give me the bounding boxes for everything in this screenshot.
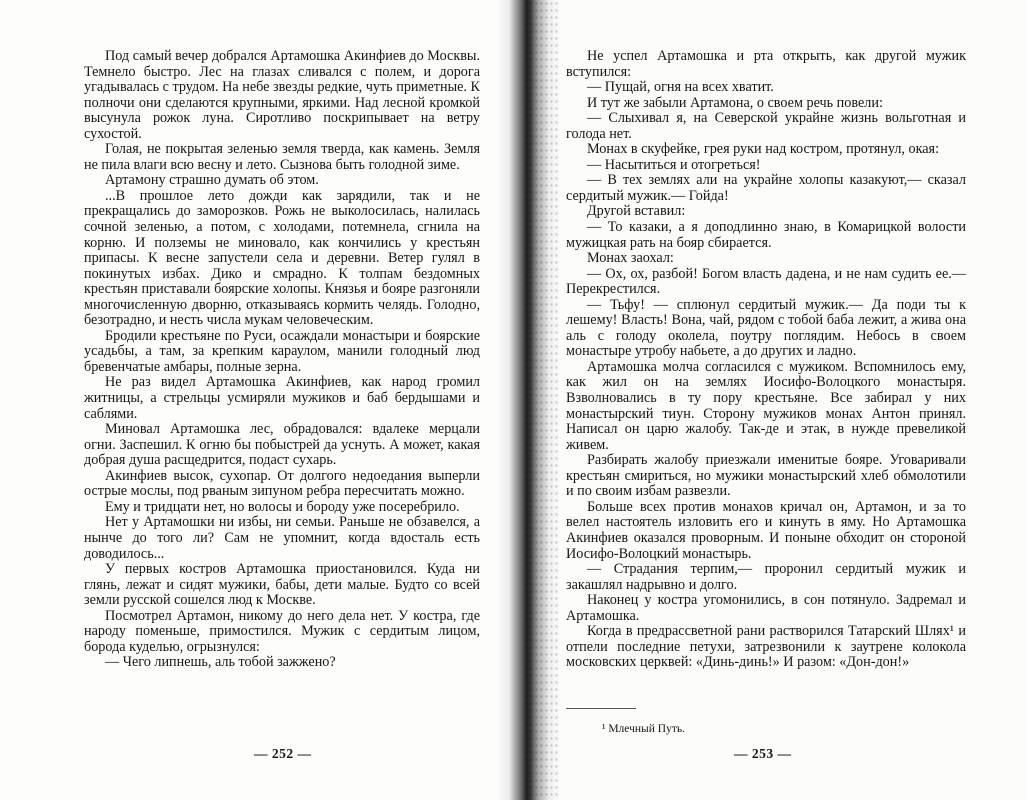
paragraph: Наконец у костра угомонились, в сон потянуло. Задремал и Артамошка.	[566, 592, 966, 624]
paragraph: И тут же забыли Артамона, о своем речь повели:	[587, 94, 883, 111]
paragraph: Голая, не покрытая зеленью земля тверда, как камень. Земля не пила влаги всю весну и лето. Сызнова быть голодной зиме.	[84, 141, 480, 173]
paragraph: Монах в скуфейке, грея руки над костром, протянул, окая:	[587, 141, 940, 158]
paragraph: Разбирать жалобу приезжали именитые бояре. Уговаривали крестьян смириться, но мужики монастырский хлеб обмолотили и по своим избам развезли.	[566, 452, 966, 500]
paragraph: Нет у Артамошки ни избы, ни семьи. Раньше не обзавелся, а нынче до того ли? Сам не упомнит, когда вдосталь есть доводилось...	[84, 514, 480, 562]
right-page	[516, 0, 1027, 800]
paragraph: Монах заохал:	[587, 250, 674, 267]
paragraph: — Чего липнешь, аль тобой зажжено?	[105, 654, 336, 671]
page-number-right: — 253 —	[734, 746, 792, 761]
paragraph: — Насытиться и отогреться!	[587, 156, 761, 173]
footnote: ¹ Млечный Путь.	[602, 723, 685, 735]
paragraph: У первых костров Артамошка приостановился. Куда ни глянь, лежат и сидят мужики, бабы, дети малые. Будто со всей земли русской сошелся люд к Москве.	[84, 561, 480, 609]
footnote-rule	[566, 708, 636, 709]
paragraph: Ему и тридцати нет, но волосы и бороду уже посеребрило.	[105, 498, 460, 515]
paragraph: Больше всех против монахов кричал он, Артамон, и за то велел настоятель изловить его и кинуть в яму. Но Артамошка Акинфиев оказался проворным. И поныне обходит он стороной Иосифо-Волоцкий монастырь.	[566, 498, 966, 562]
paragraph: — Тьфу! — сплюнул сердитый мужик.— Да поди ты к лешему! Власть! Вона, чай, рядом с тобой баба лежит, а жива она аль с голоду околела, поутру поглядим. Небось в своем монастыре утробу набьете, а до других и ладно.	[566, 296, 966, 360]
paragraph: — То казаки, а я доподлинно знаю, в Комарицкой волости мужицкая рать на бояр сбирается.	[566, 219, 966, 251]
paragraph: Посмотрел Артамон, никому до него дела нет. У костра, где народу поменьше, примостился. Мужик с сердитым лицом, борода куделью, огрызнулся:	[84, 607, 480, 655]
scan-noise	[524, 0, 560, 800]
right-page-text	[566, 49, 966, 671]
paragraph: — Ох, ох, разбой! Богом власть дадена, и не нам судить ее.— Перекрестился.	[566, 265, 966, 298]
paragraph: — Страдания терпим,— проронил сердитый мужик и закашлял надрывно и долго.	[566, 561, 966, 593]
page-number-left: — 252 —	[254, 746, 312, 761]
paragraph: ...В прошлое лето дожди как зарядили, так и не прекращались до заморозков. Рожь не выколосилась, налилась сочной зеленью, а потом, с холодами, потемнела, сгнила на корню. И полземы не миновало, как кончились у крестьян припасы. К весне запустели села и деревни. Ветер гулял в покинутых избах. Дико и смрадно. К толпам бездомных крестьян приставали боярские холопы. Князья и бояре разгоняли многочисленную дворню, отказываясь кормить челядь. Голодно, безотрадно, и несть числа мукам человеческим.	[84, 187, 480, 329]
paragraph: Акинфиев высок, сухопар. От долгого недоедания выперли острые мослы, под рваным зипуном ребра пересчитать можно.	[84, 467, 480, 500]
paragraph: Не успел Артамошка и рта открыть, как другой мужик вступился:	[566, 48, 966, 80]
paragraph: Другой вставил:	[587, 203, 686, 220]
paragraph: Бродили крестьяне по Руси, осаждали монастыри и боярские усадьбы, а там, за крепким караулом, манили голодный люд бревенчатые амбары, полные зерна.	[84, 327, 480, 375]
paragraph: Миновал Артамошка лес, обрадовался: вдалеке мерцали огни. Заспешил. К огню бы побыстрей да уснуть. А может, какая добрая душа расщедрится, подаст сухарь.	[84, 421, 480, 469]
paragraph: Не раз видел Артамошка Акинфиев, как народ громил житницы, а стрельцы усмиряли мужиков и баб бердышами и саблями.	[84, 374, 480, 422]
paragraph: Артамону страшно думать об этом.	[105, 172, 319, 189]
paragraph: — Слыхивал я, на Северской украйне жизнь вольготная и голода нет.	[566, 110, 966, 142]
paragraph: — Пущай, огня на всех хватит.	[587, 79, 774, 96]
paragraph: — В тех землях али на украйне холопы казакуют,— сказал сердитый мужик.— Гойда!	[566, 172, 966, 204]
paragraph: Когда в предрассветной рани растворился Татарский Шлях¹ и отпели последние петухи, затрезвонили к заутрене колокола московских церквей: «Динь-динь!» И разом: «Дон-дон!»	[566, 623, 966, 671]
paragraph: Под самый вечер добрался Артамошка Акинфиев до Москвы. Темнело быстро. Лес на глазах сливался с полем, и дорога угадывалась с трудом. На небе звезды редкие, чуть приметные. К полночи они сделаются крупными, яркими. Над лесной кромкой высунула рожок луна. Сиротливо поскрипывает на ветру сухостой.	[84, 48, 480, 142]
paragraph: Артамошка молча согласился с мужиком. Вспомнилось ему, как жил он на землях Иосифо-Волоцкого монастыря. Взволновались в ту пору крестьяне. Все забирал у них монастырский тиун. Сторону мужиков монах Антон принял. Написал он царю жалобу. Так-де и этак, в нужде превеликой живем.	[566, 358, 966, 453]
left-page-text	[84, 49, 480, 671]
